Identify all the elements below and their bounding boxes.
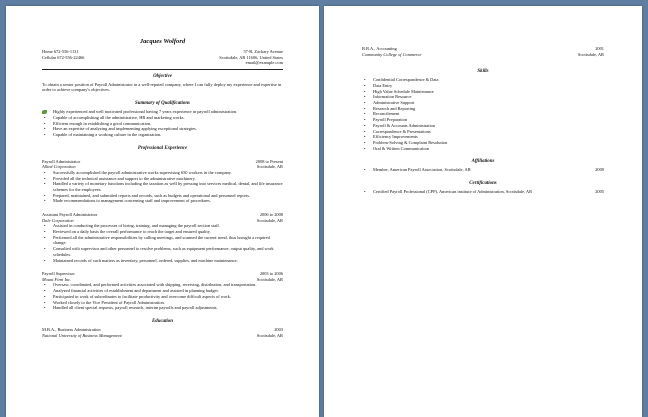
list-item: • Payroll & Accounts Administration (364, 122, 436, 128)
list-item: • Prepared, maintained, and submitted reports and records, such as budgets and operational and personnel reports. (44, 192, 251, 198)
qualifications-title: Summary of Qualifications (135, 101, 190, 107)
list-item: • Provided all the technical assistance and support to the administrative machinery. (44, 175, 196, 181)
divider (42, 69, 283, 70)
job-company: Mount Firm Inc. (42, 276, 72, 282)
qualifications-list (42, 109, 283, 138)
contact-block (42, 49, 283, 66)
leaf-bullet-icon (42, 110, 47, 114)
street-address: 57-B, Zachary Avenue (243, 49, 283, 54)
skills-title: Skills (477, 69, 489, 75)
education-title: Education (152, 318, 173, 324)
education-year: 2003 (274, 326, 283, 332)
list-item: • Successfully accomplished the payroll administrative works supervising 650 workers in the company. (44, 169, 232, 175)
list-item: • Participated in work of subordinates to facilitate productivity and overcome difficult aspects of work. (44, 293, 231, 299)
education-degree: M.B.A., Business Administration (42, 326, 101, 332)
job-position: Payroll Supervisor (42, 271, 75, 277)
certification-year: 2005 (595, 189, 604, 195)
education-year: 2001 (595, 46, 604, 51)
list-item: • Problem-Solving & Complaint Resolution (364, 139, 448, 145)
affiliation-entry (362, 167, 604, 173)
education-location: Scottsdale, AR (577, 51, 604, 57)
job-location: Scottsdale, AR (256, 164, 283, 170)
email: email@example.com (245, 60, 283, 66)
list-item: Highly experienced and well motivated professional having 7 years experience in payroll administration. (42, 109, 283, 115)
list-item: • Efficient enough in establishing a good communication. (44, 120, 152, 126)
list-item: • Information Resource (364, 94, 412, 100)
education-school: Community College of Commerce (362, 51, 422, 57)
home-phone: Home 672-556-1131 (42, 49, 79, 54)
city-address: Scottsdale, AR 11606, United States (219, 54, 283, 60)
list-item: • Research and Reporting (364, 105, 416, 111)
job-dates: 2008 to Present (255, 158, 283, 164)
resume-page-1 (6, 6, 319, 417)
list-item: • Administrative Support (364, 100, 415, 105)
job-entry (42, 271, 283, 311)
list-item: • Confidential Correspondence & Data (364, 77, 439, 83)
list-item: • Made recommendations to management concerning staff and improvement of procedures. (44, 198, 211, 204)
list-item: • Payroll Preparation (364, 117, 408, 123)
list-item: • High Value Schedule Maintenance (364, 88, 434, 94)
list-item: • Correspondence & Presentations (364, 128, 431, 134)
resume-name: Jacques Wolford (139, 38, 186, 45)
list-item: • Worked closely to the Vice President of Payroll Administration. (44, 299, 165, 305)
list-item: • Data Entry (364, 82, 393, 88)
list-item: • Consulted with supervisor and other personnel to resolve problems, such as equipment performance, output quality, and work schedules. (44, 246, 274, 257)
list-item: • Handled a variety of monetary functions including the taxation as well by pressing into services medical, dental, and life insurance schemes for the employees. (44, 181, 283, 192)
job-company: Allied Corporation (42, 164, 76, 170)
certifications-title: Certifications (469, 181, 497, 187)
list-item: • Have an expertise of analyzing and implementing applying exceptional strategies. (44, 126, 197, 132)
job-entry (42, 159, 283, 204)
job-location: Scottsdale, AR (256, 276, 283, 282)
job-dates: 2006 to 2008 (259, 212, 283, 218)
objective-text: To obtain a senior position of Payroll Administrator in a well-reputed company, where I can fully deploy my experience and expertise in order to achieve company's objectives. (42, 81, 282, 93)
resume-page-2 (324, 6, 642, 417)
list-item: • Performed all the administrative responsibilities by calling meetings, and scanned the current trend, thus brought a required change. (44, 234, 270, 246)
education-school: National University of Business Management (42, 332, 122, 338)
list-item: • Oral & Written Communication (364, 145, 429, 151)
education-entry (42, 327, 283, 338)
list-item: • Assisted in conducting the processes of hiring, training, and managing the payroll section staff. (44, 223, 220, 229)
affiliation-year: 2009 (595, 167, 604, 173)
job-entry (42, 212, 283, 263)
list-item: • Certified Payroll Professional (CPP), American institute of Administration, Scottsdale, AR (364, 189, 533, 195)
skills-list (362, 77, 604, 151)
education-degree: B.B.A., Accounting (362, 46, 397, 51)
list-item: • Efficiency Improvements (364, 134, 418, 140)
experience-title: Professional Experience (137, 145, 188, 151)
list-item: • Capable of maintaining a working culture in the organization. (44, 132, 162, 137)
job-company: Dale Corporation (42, 217, 74, 223)
list-item: • Reviewed on a daily basis the overall performance to reach the target and ensured quality. (44, 229, 211, 234)
cell-phone: Cellular 672-556-22466 (42, 54, 85, 60)
job-location: Scottsdale, AR (256, 217, 283, 223)
list-item: • Handled all client special requests, payroll research, interim payrolls and payroll adjustments. (44, 305, 218, 311)
affiliations-title: Affiliations (471, 159, 495, 165)
list-item: • Reconcilement (364, 111, 400, 117)
education-location: Scottsdale, AR (256, 332, 283, 338)
job-position: Assistant Payroll Administrator (42, 212, 98, 218)
certification-entry (362, 189, 604, 195)
job-dates: 2003 to 2006 (259, 271, 283, 277)
list-item: • Maintained records of such matters as inventory, personnel, ordered, supplies, and machine maintenance. (44, 257, 238, 263)
list-item: • Analyzed financial activities of establishment and department and assisted in planning budget. (44, 288, 219, 294)
list-item: • Capable of accomplishing all the administrative, HR and marketing works. (44, 114, 185, 120)
job-position: Payroll Administrator (42, 158, 81, 164)
objective-title: Objective (153, 73, 172, 79)
education-entry (362, 46, 604, 57)
list-item: • Oversaw, coordinated, and performed activities associated with shipping, receiving, distribution, and transportation. (44, 282, 257, 288)
list-item: • Member, American Payroll Association, Scottsdale, AR (364, 167, 471, 173)
